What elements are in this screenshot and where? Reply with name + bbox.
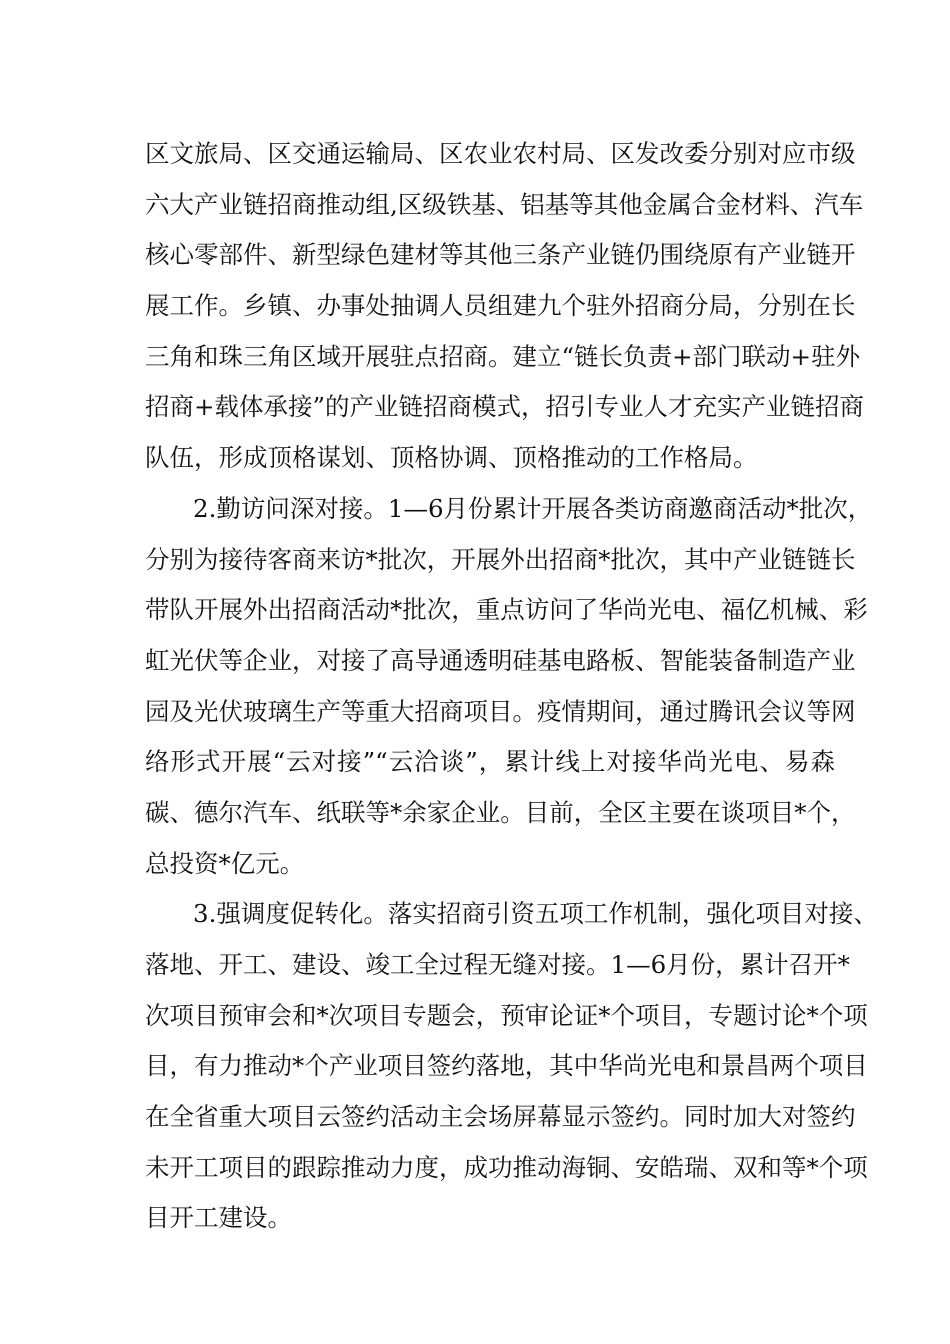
document-body bbox=[145, 137, 878, 1252]
paragraph-3 bbox=[145, 897, 878, 1252]
text-line: 落地、开工、建设、竣工全过程无缝对接。1—6月份，累计召开* bbox=[145, 950, 850, 979]
text-line: 队伍，形成顶格谋划、顶格协调、顶格推动的工作格局。 bbox=[145, 443, 758, 473]
paragraph-2 bbox=[145, 492, 873, 898]
text-line: 招商+载体承接”的产业链招商模式，招引专业人才充实产业链招商 bbox=[145, 392, 865, 422]
text-line: 碳、德尔汽车、纸联等*余家企业。目前，全区主要在谈项目*个， bbox=[145, 797, 856, 827]
text-line: 带队开展外出招商活动*批次，重点访问了华尚光电、福亿机械、彩 bbox=[145, 595, 868, 625]
text-line: 园及光伏玻璃生产等重大招商项目。疫情期间，通过腾讯会议等网 bbox=[145, 696, 856, 726]
text-line: 虹光伏等企业，对接了高导通透明硅基电路板、智能装备制造产业 bbox=[145, 645, 856, 675]
text-line: 未开工项目的跟踪推动力度，成功推动海铜、安皓瑞、双和等*个项 bbox=[145, 1152, 868, 1182]
text-line: 3.强调度促转化。落实招商引资五项工作机制，强化项目对接、 bbox=[193, 899, 878, 929]
text-line: 分别为接待客商来访*批次，开展外出招商*批次，其中产业链链长 bbox=[145, 544, 856, 574]
text-line: 在全省重大项目云签约活动主会场屏幕显示签约。同时加大对签约 bbox=[145, 1102, 856, 1132]
text-line: 次项目预审会和*次项目专题会，预审论证*个项目，专题讨论*个项 bbox=[145, 1000, 868, 1030]
text-line: 总投资*亿元。 bbox=[145, 848, 305, 878]
text-line: 六大产业链招商推动组,区级铁基、铝基等其他金属合金材料、汽车 bbox=[145, 189, 864, 219]
text-line: 2.勤访问深对接。1—6月份累计开展各类访商邀商活动*批次， bbox=[193, 493, 873, 523]
text-line: 络形式开展“云对接”“云洽谈”，累计线上对接华尚光电、易森 bbox=[145, 747, 835, 777]
text-line: 核心零部件、新型绿色建材等其他三条产业链仍围绕原有产业链开 bbox=[145, 240, 856, 270]
text-line: 展工作。乡镇、办事处抽调人员组建九个驻外招商分局，分别在长 bbox=[145, 291, 856, 321]
text-line: 三角和珠三角区域开展驻点招商。建立“链长负责+部门联动+驻外 bbox=[145, 341, 861, 371]
text-line: 目开工建设。 bbox=[145, 1203, 292, 1233]
paragraph-1 bbox=[145, 137, 865, 492]
text-line: 目，有力推动*个产业项目签约落地，其中华尚光电和景昌两个项目 bbox=[145, 1051, 868, 1081]
text-line: 区文旅局、区交通运输局、区农业农村局、区发改委分别对应市级 bbox=[145, 139, 856, 168]
